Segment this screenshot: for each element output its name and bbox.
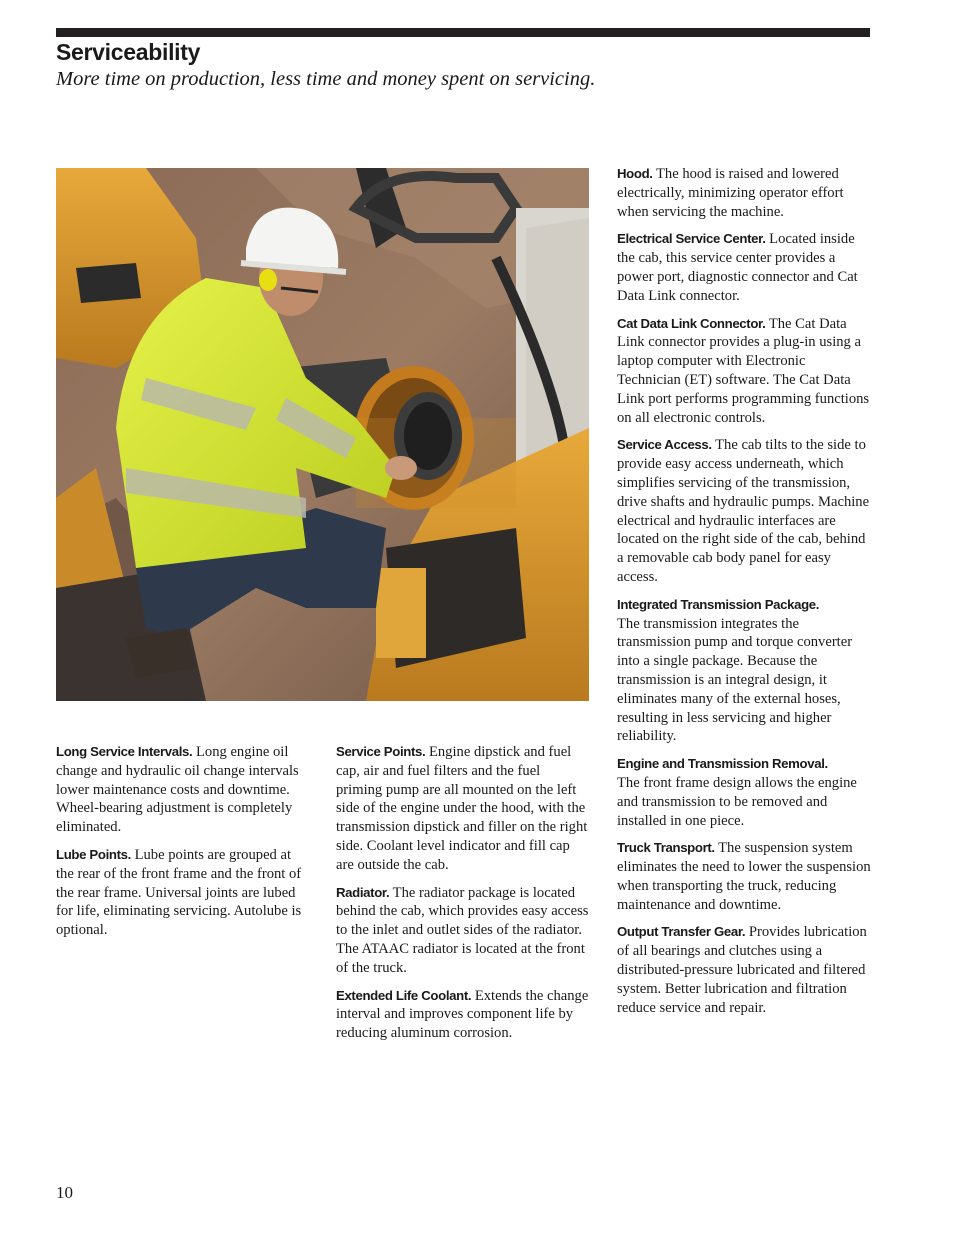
page-number: 10 <box>56 1183 73 1202</box>
service-paragraph <box>617 165 871 221</box>
service-paragraph <box>56 846 310 940</box>
paragraph-body: Lube points are grouped at the rear of the front frame and the front of the rear frame. Universal joints are lubed for life, eliminating servicing. Autolube is optional. <box>56 846 302 939</box>
service-paragraph <box>336 743 590 875</box>
paragraph-body: The transmission integrates the transmission pump and torque converter into a single package. Because the transmission is an integral design, it eliminates many of the external hoses, resulting in less servicing and higher reliability. <box>617 615 853 745</box>
paragraph-body: The hood is raised and lowered electrically, minimizing operator effort when servicing the machine. <box>617 166 844 220</box>
paragraph-heading: Engine and Transmission Removal. <box>617 756 828 772</box>
paragraph-body: Extends the change interval and improves component life by reducing aluminum corrosion. <box>336 987 589 1042</box>
paragraph-heading: Radiator. <box>336 884 390 900</box>
left-text-column <box>56 743 310 949</box>
paragraph-heading: Truck Transport. <box>617 840 715 856</box>
paragraph-body: The Cat Data Link connector provides a plug-in using a laptop computer with Electronic Technician (ET) software. The Cat Data Link port performs programming functions on all electronic controls. <box>617 315 870 426</box>
service-paragraph <box>617 839 871 914</box>
paragraph-body: Long engine oil change and hydraulic oil change intervals lower maintenance costs and downtime. Wheel-bearing adjustment is completely eliminated. <box>56 744 299 836</box>
service-paragraph <box>617 230 871 305</box>
paragraph-body: Provides lubrication of all bearings and clutches using a distributed-pressure lubricated and filtered system. Better lubrication and filtration reduce service and repair. <box>617 924 867 1016</box>
paragraph-body: Engine dipstick and fuel cap, air and fuel filters and the fuel priming pump are all mounted on the left side of the engine under the hood, with the transmission dipstick and filler on the right side. Coolant level indicator and fill cap are outside the cab. <box>336 744 588 873</box>
paragraph-heading: Lube Points. <box>56 846 131 862</box>
service-paragraph <box>56 743 310 837</box>
paragraph-heading: Cat Data Link Connector. <box>617 315 766 331</box>
page-subtitle: More time on production, less time and money spent on servicing. <box>56 68 596 90</box>
paragraph-body: Located inside the cab, this service center provides a power port, diagnostic connector and Cat Data Link connector. <box>617 231 858 304</box>
service-paragraph <box>617 596 871 746</box>
paragraph-heading: Extended Life Coolant. <box>336 987 472 1003</box>
paragraph-body: The radiator package is located behind the cab, which provides easy access to the inlet and outlet sides of the radiator. The ATAAC radiator is located at the front of the truck. <box>336 884 589 976</box>
service-paragraph <box>617 755 871 830</box>
service-paragraph <box>336 987 590 1043</box>
service-paragraph <box>617 315 871 428</box>
paragraph-heading: Long Service Intervals. <box>56 744 193 759</box>
page-title: Serviceability <box>56 39 201 65</box>
paragraph-heading: Output Transfer Gear. <box>617 924 746 940</box>
paragraph-heading: Service Access. <box>617 437 712 453</box>
paragraph-heading: Service Points. <box>336 744 426 759</box>
service-paragraph <box>617 923 871 1017</box>
paragraph-heading: Electrical Service Center. <box>617 231 766 247</box>
paragraph-body: The suspension system eliminates the need to lower the suspension when transporting the truck, reducing maintenance and downtime. <box>617 840 871 913</box>
top-rule <box>56 28 870 37</box>
paragraph-body: The cab tilts to the side to provide easy access underneath, which simplifies servicing of the transmission, drive shafts and hydraulic pumps. Machine electrical and hydraulic interfaces are located on the right side of the cab, behind a removable cab body panel for easy access. <box>617 437 870 585</box>
technician-servicing-air-filter-photo <box>56 168 589 701</box>
middle-text-column <box>336 743 590 1052</box>
paragraph-body: The front frame design allows the engine and transmission to be removed and installed in one piece. <box>617 774 857 829</box>
right-text-column <box>617 165 871 1026</box>
paragraph-heading: Integrated Transmission Package. <box>617 596 820 612</box>
service-paragraph <box>617 436 871 586</box>
paragraph-heading: Hood. <box>617 166 653 181</box>
service-paragraph <box>336 884 590 978</box>
